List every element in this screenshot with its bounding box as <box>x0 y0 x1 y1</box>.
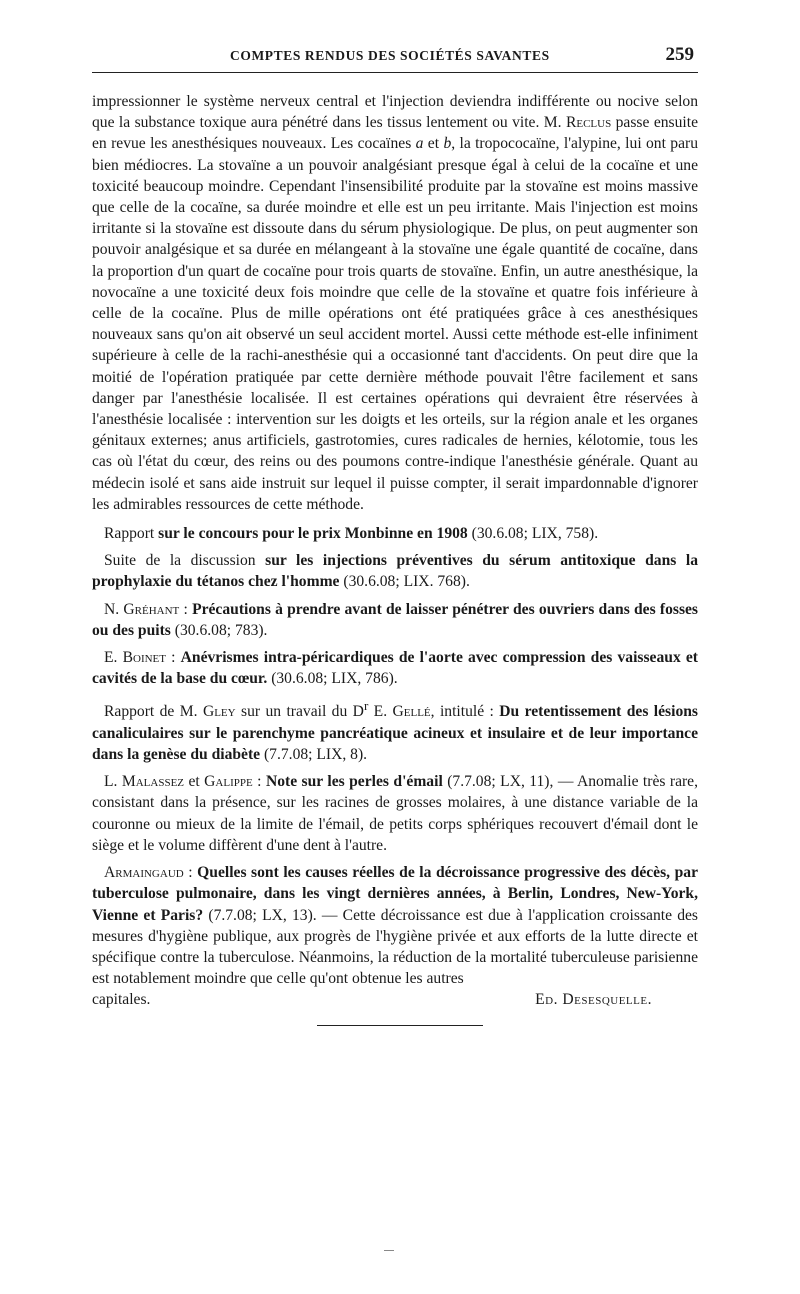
running-title: COMPTES RENDUS DES SOCIÉTÉS SAVANTES <box>230 48 550 63</box>
author-name: Gréhant <box>123 600 180 618</box>
author-name: Gellé <box>392 703 431 721</box>
entry-title: sur les injections préventives du sérum antitoxique dans la prophylaxie du tétanos chez l'homme <box>92 552 698 591</box>
author-name: Gley <box>202 703 236 721</box>
entry-title: Précautions à prendre avant de laisser pénétrer des ouvriers dans des fosses ou des puits <box>92 600 698 639</box>
author-reclus: Reclus <box>565 114 612 132</box>
stray-mark <box>384 1250 394 1251</box>
entry-title: Du retentissement des lésions canaliculaires sur le parenchyme pancréatique acineux et insulaire et de leur importance dans la genèse du diabète <box>92 703 698 764</box>
page-number: 259 <box>665 44 694 65</box>
entry-gley-gelle: Rapport de M. Gley sur un travail du $D^r$ E. Gellé, intitulé : Du retentissement des lésions canaliculaires sur le parenchyme pancréatique acineux et insulaire et de leur importance dans la genèse du diabète (7.7.08; LIX, 8). <box>92 698 698 764</box>
signature: Ed. Desesquelle. <box>535 991 652 1009</box>
entry-suite-discussion: Suite de la discussion sur les injections préventives du sérum antitoxique dans la prophylaxie du tétanos chez l'homme (30.6.08; LIX. 768). <box>92 552 698 591</box>
entry-malassez-galippe: L. Malassez et Galippe : Note sur les perles d'émail (7.7.08; LX, 11), — Anomalie très rare, consistant dans la présence, sur les racines de grosses molaires, à une distance variable de la couronne ou mieux de la limite de l'émail, de petits corps sphériques recouvert d'émail dont le siège et le volume diffèrent d'une dent à l'autre. <box>92 773 699 854</box>
paragraph-continuation: impressionner le système nerveux central et l'injection deviendra indifférente ou nocive selon que la substance toxique aura pénétré dans les tissus lentement ou vite. M. Reclus passe ensuite en revue les anesthésiques nouveaux. Les cocaïnes a et b, la tropococaïne, l'alypine, lui ont paru bien médiocres. La stovaïne a un pouvoir analgésiant presque égal à celui de la cocaïne et une toxicité beaucoup moindre. Cependant l'insensibilité produite par la stovaïne est moins massive que celle de la cocaïne, sa durée moindre et elle est un peu irritante. Mais l'injection est moins irritante si la stovaïne est dissoute dans du sérum physiologique. De plus, on peut augmenter son pouvoir analgésique et sa durée en mélangeant à la stovaïne une égale quantité de cocaïne, dans la proportion d'un quart de cocaïne pour trois quarts de stovaïne. Enfin, un autre anesthésique, la novocaïne a une toxicité deux fois moindre que celle de la stovaïne et quatre fois inférieure à celle de la cocaïne. Plus de mille opérations ont été pratiquées grâce à ces anesthésiques nouveaux sans qu'on ait observé un seul accident mortel. Aussi cette méthode est-elle infiniment supérieure à celle de la rachi-anesthésie qui a occasionné tant d'accidents. On peut dire que la moitié de l'opération pratiquée par cette dernière méthode pouvait l'être facilement et sans danger par l'anesthésie localisée. Il est certaines opérations qui devraient être réservées à l'anesthésie localisée : intervention sur les doigts et les orteils, sur la région anale et les organes génitaux externes; anus artificiels, gastrotomies, cures radicales de hernies, kélotomie, tous les cas où l'état du cœur, des reins ou des poumons contre-indique l'anesthésie générale. Quant au médecin isolé et sans aide instruit sur lequel il puisse compter, il serait impardonnable d'ignorer les admirables ressources de cette méthode. <box>92 93 698 513</box>
body-text <box>92 91 698 1011</box>
signature-line: capitales. Ed. Desesquelle. <box>92 989 698 1010</box>
entry-rapport-prix-monbinne: Rapport sur le concours pour le prix Monbinne en 1908 (30.6.08; LIX, 758). <box>104 525 599 543</box>
end-rule <box>317 1025 483 1026</box>
entry-title: Anévrismes intra-péricardiques de l'aorte avec compression des vaisseaux et cavités de la base du cœur. <box>92 649 699 688</box>
author-name: Boinet <box>122 649 166 667</box>
entry-boinet: E. Boinet : Anévrismes intra-péricardiques de l'aorte avec compression des vaisseaux et cavités de la base du cœur. (30.6.08; LIX, 786). <box>92 649 699 688</box>
author-name: Malassez <box>121 773 185 791</box>
entry-grehant: N. Gréhant : Précautions à prendre avant de laisser pénétrer des ouvriers dans des fosses ou des puits (30.6.08; 783). <box>92 600 698 639</box>
entry-armaingaud: Armaingaud : Quelles sont les causes réelles de la décroissance progressive des décès, par tuberculose pulmonaire, dans les vingt dernières années, à Berlin, Londres, New-York, Vienne et Paris? (7.7.08; LX, 13). — Cette décroissance est due à l'application croissante des mesures d'hygiène publique, aux progrès de l'hygiène privée et aux efforts de la lutte directe et spécifique contre la tuberculose. Néanmoins, la réduction de la mortalité tuberculeuse parisienne est notablement moindre que celle qu'ont obtenue les autres <box>92 864 698 988</box>
author-name: Galippe <box>204 773 253 791</box>
entry-title: Quelles sont les causes réelles de la décroissance progressive des décès, par tuberculose pulmonaire, dans les vingt dernières années, à Berlin, Londres, New-York, Vienne et Paris? <box>92 864 698 924</box>
document-page <box>92 38 698 1026</box>
entry-title: Note sur les perles d'émail <box>265 773 443 791</box>
page-header <box>92 38 698 73</box>
entry-title: sur le concours pour le prix Monbinne en 1908 <box>158 525 468 543</box>
author-name: Armaingaud <box>104 864 184 882</box>
